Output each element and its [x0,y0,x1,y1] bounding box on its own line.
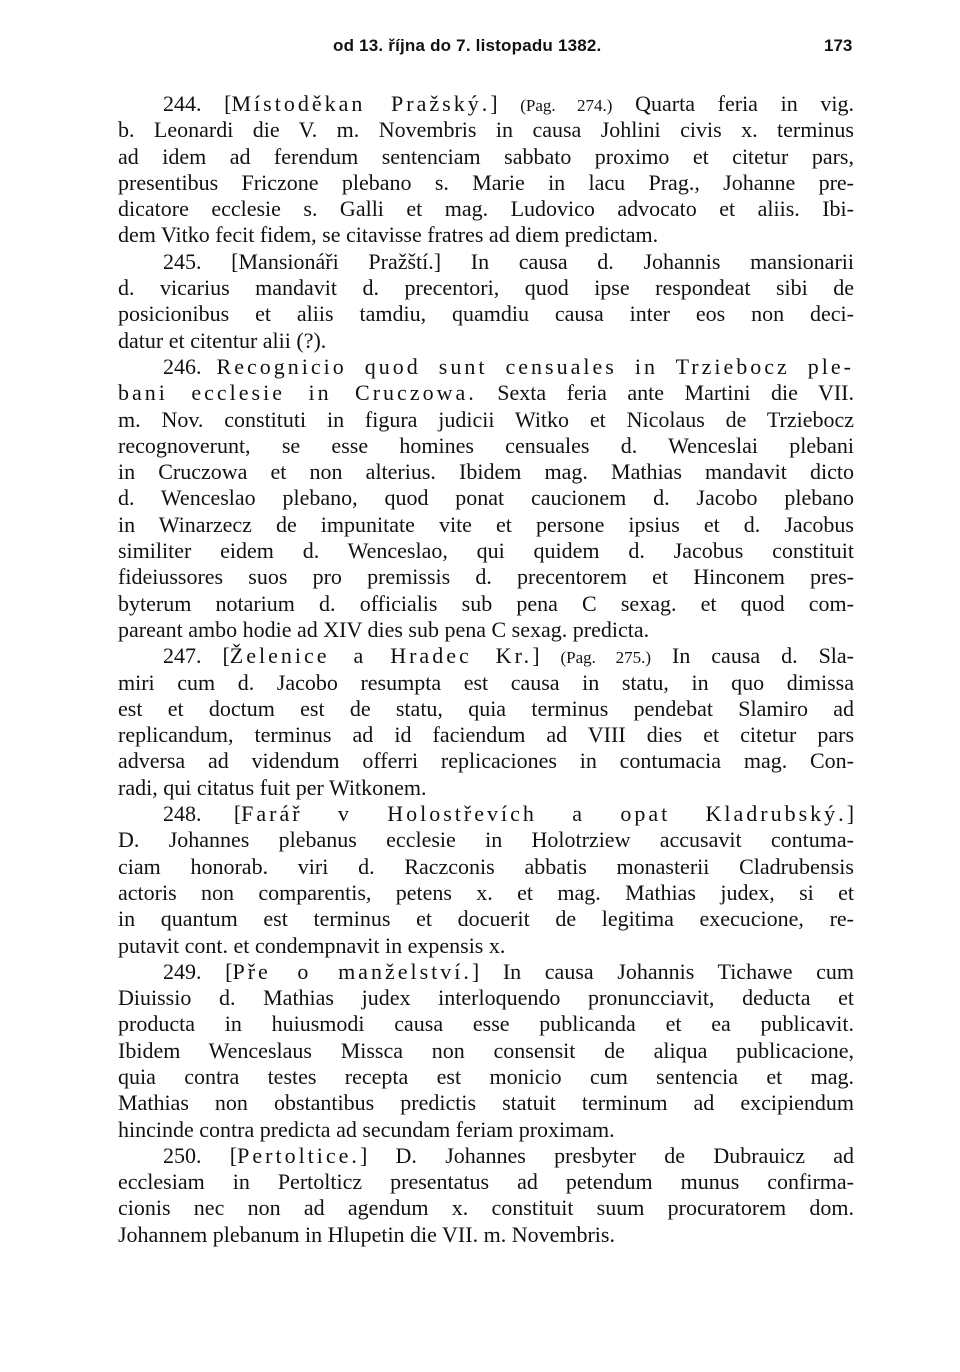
text-line [118,933,854,959]
text-run: Diuissio d. Mathias judex interloquendo pronuncciavit, deducta et [118,985,854,1011]
text-run: Quarta feria in vig. [612,91,855,116]
text-line [118,485,854,511]
text-run: ] [532,643,561,669]
text-run: 244. [ [163,91,232,116]
spaced-heading: Farář v Holostřevích a opat Kladrubský. [241,801,847,827]
entry-paragraph [118,1143,854,1248]
entry-paragraph [118,91,854,249]
text-line [118,564,854,590]
text-line [118,801,854,827]
text-run: Mathias non obstantibus predictis statuit terminum ad excipiendum [118,1090,854,1116]
text-run: adversa ad videndum offerri replicaciones in contumacia mag. Con- [118,748,854,774]
text-line [118,117,854,143]
text-run: pareant ambo hodie ad XIV dies sub pena C sexag. predicta. [118,616,650,642]
text-run: producta in huiusmodi causa esse publicanda et ea publicavit. [118,1011,854,1037]
text-line [118,827,854,853]
spaced-heading: Pertoltice. [237,1142,360,1168]
text-line [118,328,854,354]
text-run: similiter eidem d. Wenceslao, qui quidem d. Jacobus constituit [118,538,854,564]
text-line [118,170,854,196]
text-line [118,91,854,117]
text-run: posicionibus et aliis tamdiu, quamdiu causa inter eos non deci- [118,301,854,327]
text-run: d. vicarius mandavit d. precentori, quod ipse respondeat sibi de [118,275,854,301]
text-line [118,380,854,406]
text-line [118,617,854,643]
text-line [118,1169,854,1195]
text-line [118,1222,854,1248]
text-run: ] D. Johannes presbyter de Dubrauicz ad [359,1142,855,1168]
spaced-heading: Místoděkan Pražský. [231,91,491,116]
text-line [118,275,854,301]
text-run: ad idem ad ferendum sentenciam sabbato proximo et citetur pars, [118,143,854,169]
text-run: ] [490,91,521,116]
text-run: ] In causa Johannis Tichawe cum [471,958,854,984]
entry-paragraph [118,643,854,801]
spaced-heading: Pře o manželství. [232,958,472,984]
text-line [118,1143,854,1169]
text-run: presentibus Friczone plebano s. Marie in lacu Prag., Johanne pre- [118,169,854,195]
text-line [118,407,854,433]
text-run: est et doctum est de statu, quia terminus pendebat Slamiro ad [118,695,854,721]
text-run: hincinde contra predicta ad secundam feriam proximam. [118,1116,615,1142]
text-line [118,1117,854,1143]
text-line [118,144,854,170]
text-run: recognoverunt, se esse homines censuales d. Wenceslai plebani [118,432,854,458]
entry-paragraph [118,959,854,1143]
entry-paragraph [118,354,854,643]
text-run: radi, qui citatus fuit per Witkonem. [118,774,427,800]
spaced-heading: bani ecclesie in Cruczowa. [118,380,477,406]
text-run: 249. [ [163,958,233,984]
text-line [118,1011,854,1037]
running-head: od 13. října do 7. listopadu 1382. [333,36,602,55]
text-run: 250. [ [163,1142,238,1168]
text-line [118,696,854,722]
text-run: ] [846,801,855,827]
spaced-heading: Želenice a Hradec Kr. [229,643,533,669]
text-line [118,854,854,880]
text-run: b. Leonardi die V. m. Novembris in causa Johlini civis x. terminus [118,117,854,143]
text-line [118,196,854,222]
text-run: quia contra testes recepta est monicio cum sentencia et mag. [118,1063,854,1089]
text-run: datur et citentur alii (?). [118,327,327,353]
text-run: 246. [163,353,217,379]
text-run: 247. [ [163,643,230,669]
text-run: d. Wenceslao plebano, quod ponat caucionem d. Jacobo plebano [118,485,854,511]
page-reference: (Pag. 275.) [560,648,652,668]
text-line [118,1090,854,1116]
text-line [118,906,854,932]
text-line [118,643,854,669]
entry-paragraph [118,249,854,354]
body-text [118,91,854,1248]
text-run: 245. [Mansionáři Pražští.] In causa d. Johannis mansionarii [163,248,854,274]
text-run: dicatore ecclesie s. Galli et mag. Ludovico advocato et aliis. Ibi- [118,196,854,222]
text-line [118,959,854,985]
text-line [118,249,854,275]
text-run: miri cum d. Jacobo resumpta est causa in statu, in quo dimissa [118,669,854,695]
text-line [118,301,854,327]
text-run: Ibidem Wenceslaus Missca non consensit de aliqua publicacione, [118,1037,854,1063]
text-run: Johannem plebanum in Hlupetin die VII. m. Novembris. [118,1221,615,1247]
text-run: in Winarzecz de impunitate vite et persone ipsius et d. Jacobus [118,511,854,537]
entry-paragraph [118,801,854,959]
text-line [118,222,854,248]
text-run: replicandum, terminus ad id faciendum ad VIII dies et citetur pars [118,722,854,748]
text-run: fideiussores suos pro premissis d. precentorem et Hinconem pres- [118,564,854,590]
text-run: cionis nec non ad agendum x. constituit suum procuratorem dom. [118,1195,854,1221]
text-run: Sexta feria ante Martini die VII. [476,380,854,406]
text-line [118,591,854,617]
text-line [118,1064,854,1090]
text-line [118,880,854,906]
text-run: putavit cont. et condempnavit in expensis x. [118,932,506,958]
text-run: ciam honorab. viri d. Raczconis abbatis monasterii Cladrubensis [118,853,854,879]
text-run: actoris non comparentis, petens x. et mag. Mathias judex, si et [118,879,854,905]
text-line [118,748,854,774]
text-line [118,1195,854,1221]
text-line [118,433,854,459]
text-run: dem Vitko fecit fidem, se citavisse fratres ad diem predictam. [118,222,659,248]
text-run: 248. [ [163,801,242,827]
text-line [118,775,854,801]
spaced-heading: Recognicio quod sunt censuales in Trziebocz ple- [216,353,855,379]
text-run: In causa d. Sla- [651,643,855,669]
text-run: ecclesiam in Pertolticz presentatus ad petendum munus confirma- [118,1169,854,1195]
page-reference: (Pag. 274.) [520,96,613,115]
text-line [118,512,854,538]
text-run: in Cruczowa et non alterius. Ibidem mag. Mathias mandavit dicto [118,459,854,485]
text-line [118,985,854,1011]
text-run: D. Johannes plebanus ecclesie in Holotrziew accusavit contuma- [118,827,854,853]
text-run: in quantum est terminus et docuerit de legitima execucione, re- [118,906,854,932]
text-line [118,1038,854,1064]
text-line [118,670,854,696]
text-line [118,354,854,380]
text-line [118,722,854,748]
text-run: byterum notarium d. officialis sub pena C sexag. et quod com- [118,590,854,616]
page-number: 173 [824,36,853,55]
text-line [118,538,854,564]
text-line [118,459,854,485]
text-run: m. Nov. constituti in figura judicii Witko et Nicolaus de Trziebocz [118,406,854,432]
